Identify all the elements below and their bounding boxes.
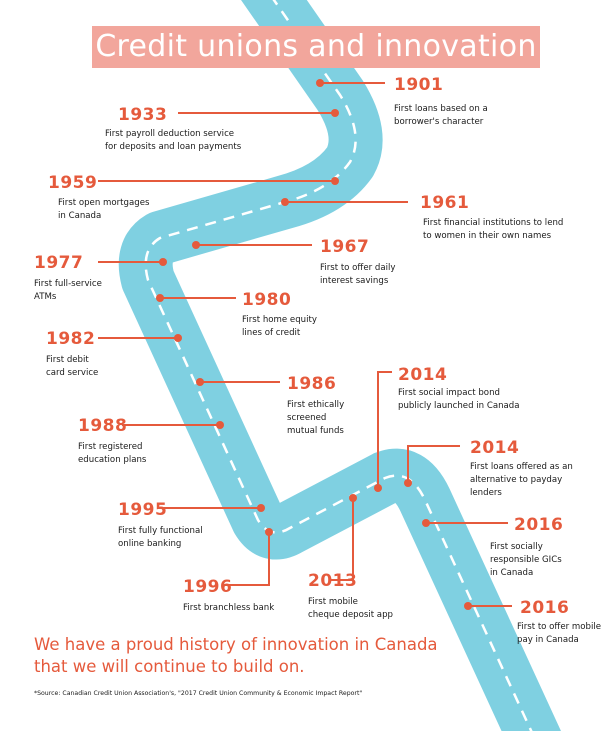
milestone-dot — [216, 421, 224, 429]
milestone-description: First socially responsible GICs in Canada — [490, 542, 562, 578]
milestone-description: First registered education plans — [78, 442, 147, 465]
milestone-year: 1961 — [420, 193, 470, 213]
milestone-description: First to offer daily interest savings — [320, 263, 396, 286]
milestone-dot — [196, 378, 204, 386]
milestone-description: First full-service ATMs — [34, 279, 102, 302]
milestone-description: First branchless bank — [183, 603, 275, 613]
milestone-dot — [464, 602, 472, 610]
milestone-year: 1988 — [78, 416, 128, 436]
milestone-year: 1986 — [287, 374, 337, 394]
milestone-year: 1967 — [320, 237, 370, 257]
milestone-dot — [159, 258, 167, 266]
milestone-dot — [422, 519, 430, 527]
source-note: *Source: Canadian Credit Union Association's, "2017 Credit Union Community & Economic Impact Report" — [34, 690, 363, 697]
milestone-dot — [404, 479, 412, 487]
milestone-description: First debit card service — [46, 355, 99, 378]
milestone-year: 1901 — [394, 75, 444, 95]
closing-statement: We have a proud history of innovation in Canada that we will continue to build on. — [34, 635, 438, 676]
milestone-year: 1980 — [242, 290, 292, 310]
milestone-year: 1959 — [48, 173, 98, 193]
milestone-description: First open mortgages in Canada — [58, 198, 150, 221]
milestone-year: 1996 — [183, 577, 233, 597]
milestone-dot — [156, 294, 164, 302]
milestone-description: First fully functional online banking — [118, 526, 203, 549]
milestone-dot — [374, 484, 382, 492]
milestone-dot — [349, 494, 357, 502]
milestone-description: First loans based on a borrower's character — [394, 104, 488, 127]
milestone-year: 2013 — [308, 571, 358, 591]
milestone-dot — [316, 79, 324, 87]
milestone-dot — [331, 109, 339, 117]
milestone-dot — [192, 241, 200, 249]
milestone-year: 2016 — [520, 598, 570, 618]
milestone-year: 1995 — [118, 500, 168, 520]
milestone-dot — [174, 334, 182, 342]
milestone-year: 1977 — [34, 253, 84, 273]
milestone-dot — [257, 504, 265, 512]
milestone-dot — [281, 198, 289, 206]
milestone-description: First social impact bond publicly launched in Canada — [398, 388, 520, 411]
milestone-description: First financial institutions to lend to women in their own names — [423, 218, 564, 241]
milestone-dot — [331, 177, 339, 185]
page-title: Credit unions and innovation — [95, 29, 537, 64]
milestone-description: First payroll deduction service for deposits and loan payments — [105, 129, 242, 152]
milestone-year: 1933 — [118, 105, 168, 125]
milestone-year: 2014 — [398, 365, 448, 385]
milestone-description: First home equity lines of credit — [242, 315, 317, 338]
milestone-description: First to offer mobile pay in Canada — [517, 622, 602, 645]
milestone-year: 2014 — [470, 438, 520, 458]
milestone-year: 1982 — [46, 329, 96, 349]
milestone-year: 2016 — [514, 515, 564, 535]
milestone-description: First mobile cheque deposit app — [308, 597, 393, 620]
milestone-description: First ethically screened mutual funds — [287, 400, 345, 436]
milestone-description: First loans offered as an alternative to payday lenders — [470, 462, 573, 498]
milestone-dot — [265, 528, 273, 536]
